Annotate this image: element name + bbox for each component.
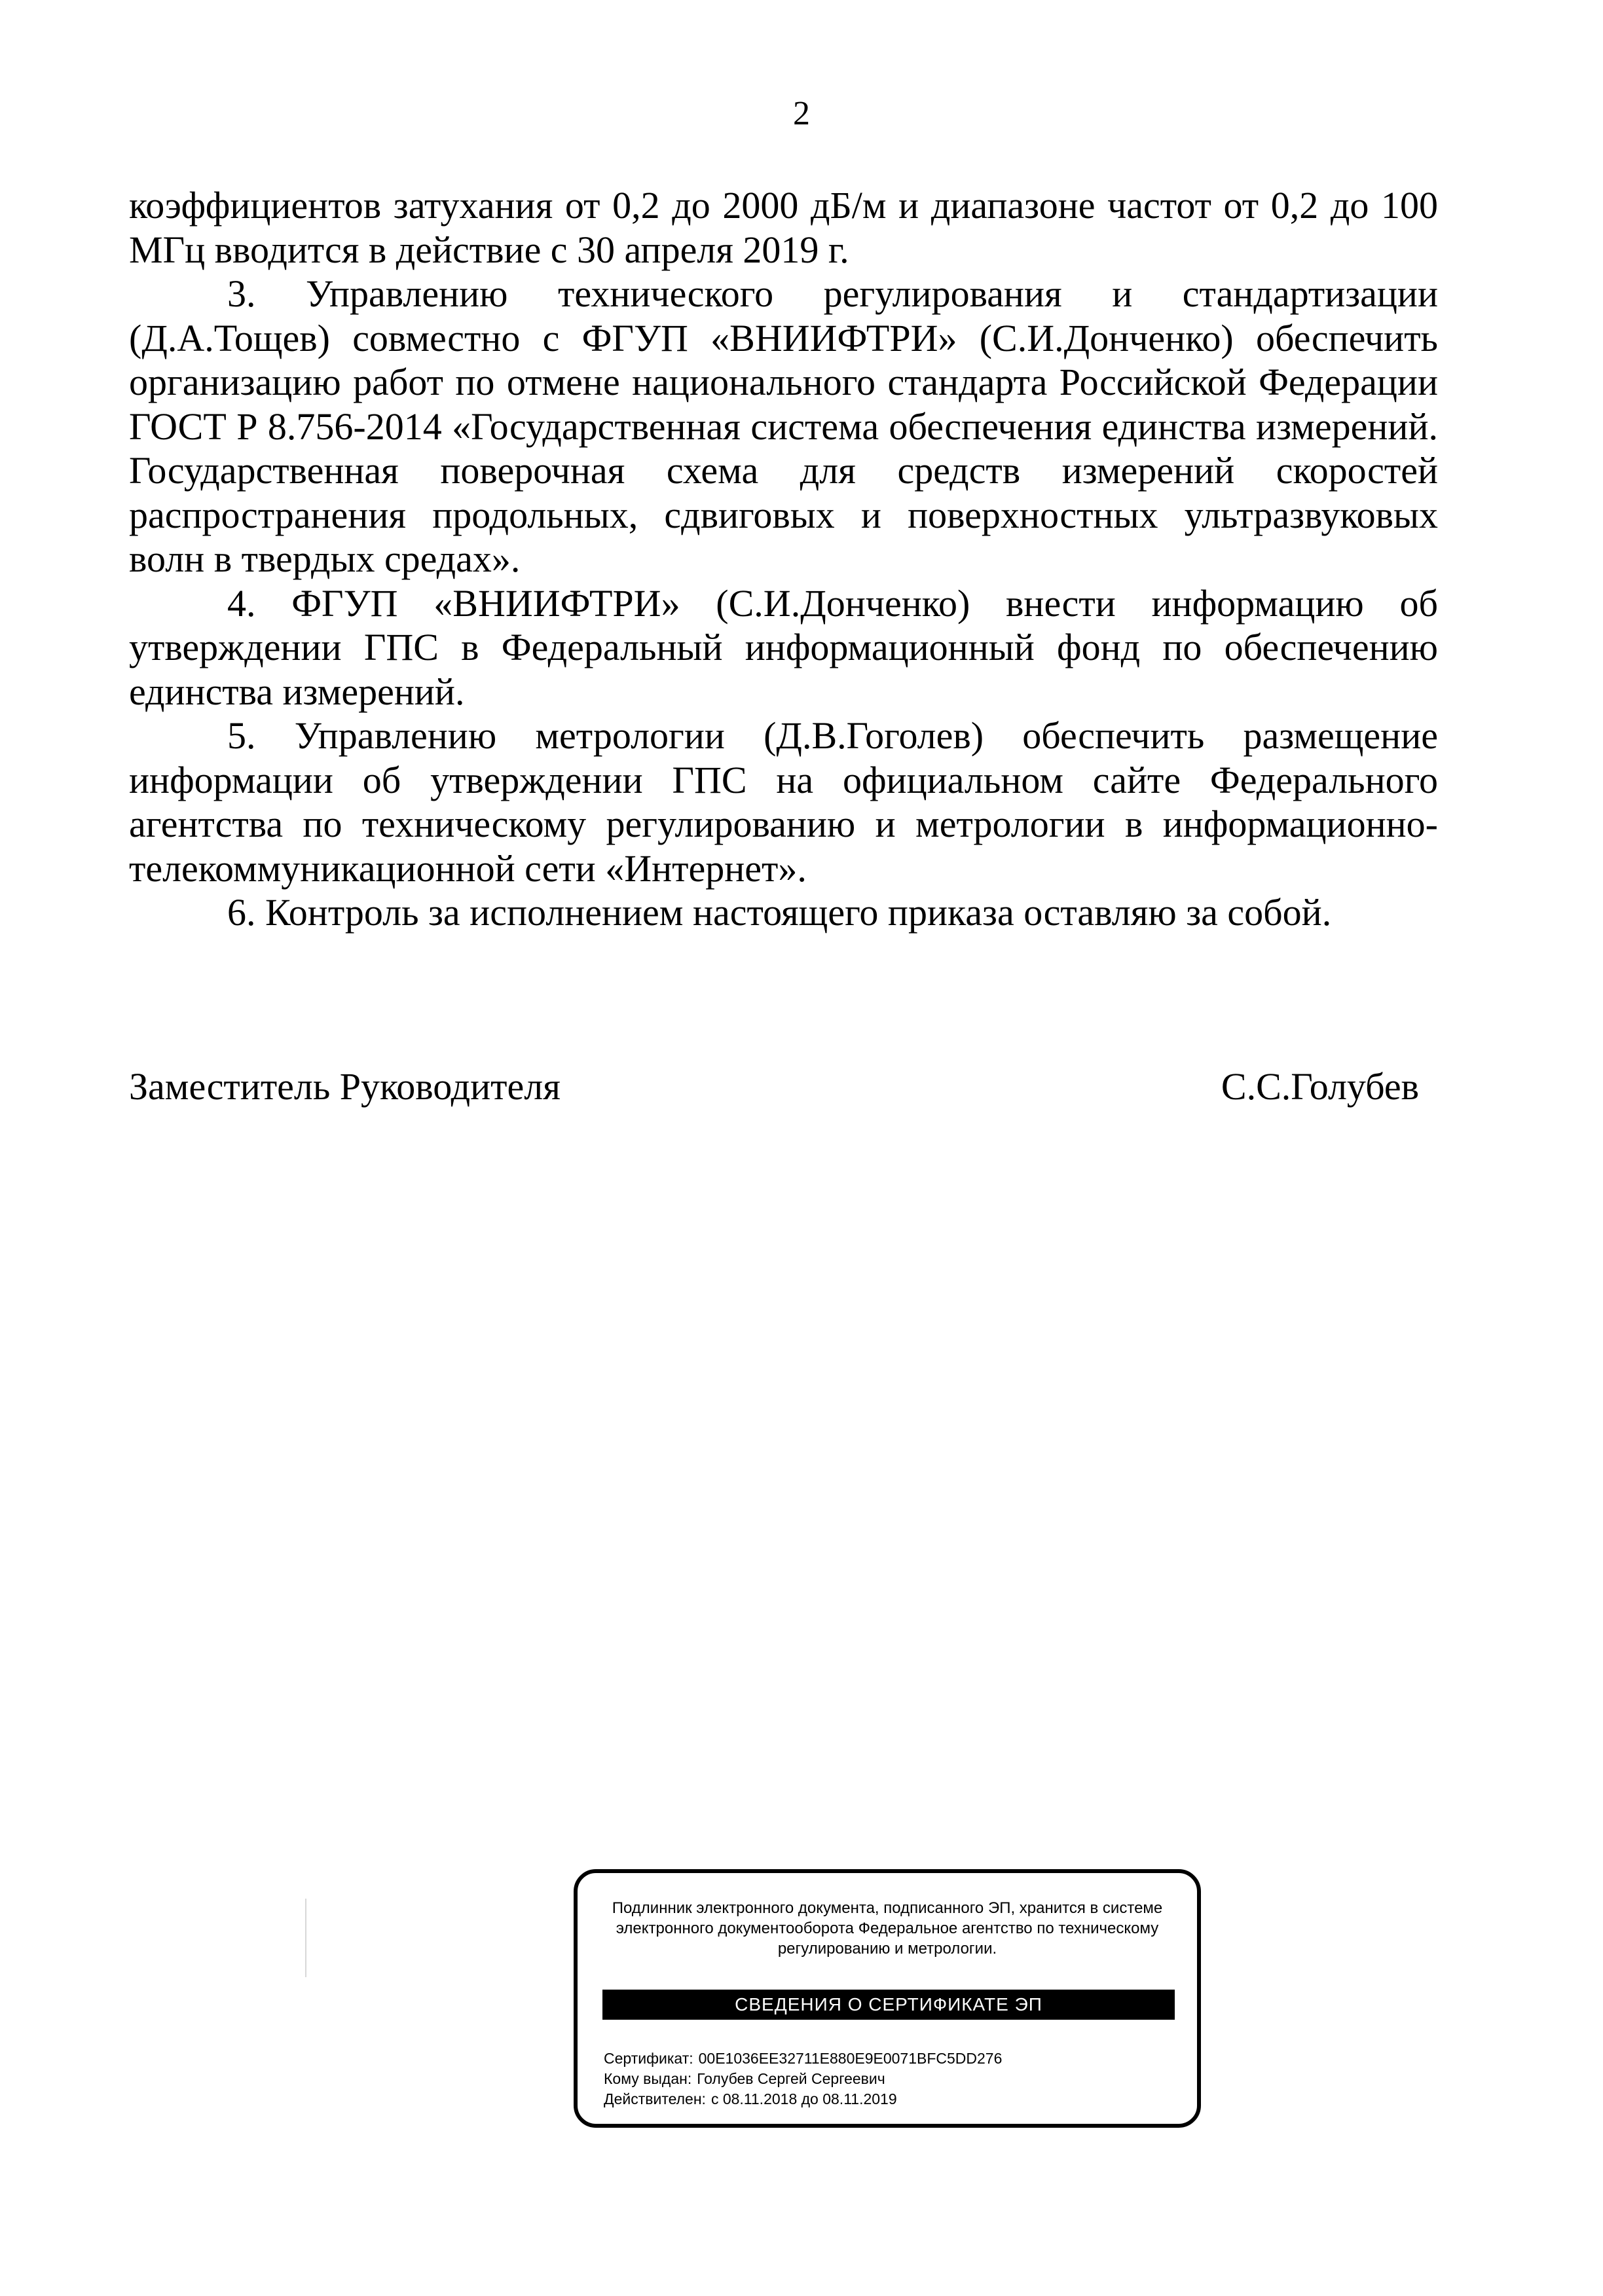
stamp-certificate-header: СВЕДЕНИЯ О СЕРТИФИКАТЕ ЭП bbox=[602, 1990, 1175, 2020]
page-number: 2 bbox=[793, 95, 810, 132]
valid-value: с 08.11.2018 до 08.11.2019 bbox=[710, 2090, 897, 2107]
paragraph-item-3: 3. Управлению технического регулирования и стандартизации (Д.А.Тощев) совместно с ФГУП «ВНИИФТРИ» (С.И.Донченко) обеспечить организацию работ по отмене национального стандарта Российской Федерации ГОСТ Р 8.756-2014 «Государственная система обеспечения единства измерений. Государственная поверочная схема для средств измерений скоростей распространения продольных, сдвиговых и поверхностных ультразвуковых волн в твердых средах». bbox=[129, 272, 1438, 580]
signature-block bbox=[129, 1061, 1419, 1113]
document-body bbox=[129, 183, 1438, 935]
paragraph-item-5: 5. Управлению метрологии (Д.В.Гоголев) обеспечить размещение информации об утверждении ГПС на официальном сайте Федерального агентства по техническому регулированию и метрологии в информационно-телекоммуникационной сети «Интернет». bbox=[129, 714, 1438, 890]
issued-to-label: Кому выдан: bbox=[604, 2070, 692, 2087]
signer-name: С.С.Голубев bbox=[1221, 1065, 1419, 1108]
scan-margin-mark bbox=[305, 1899, 306, 1977]
signer-position: Заместитель Руководителя bbox=[129, 1065, 561, 1108]
paragraph-item-4: 4. ФГУП «ВНИИФТРИ» (С.И.Донченко) внести информацию об утверждении ГПС в Федеральный информационный фонд по обеспечению единства измерений. bbox=[129, 581, 1438, 713]
stamp-certificate-row bbox=[604, 2049, 1167, 2069]
issued-to-value: Голубев Сергей Сергеевич bbox=[697, 2070, 885, 2087]
certificate-value: 00E1036EE32711E880E9E0071BFC5DD276 bbox=[698, 2050, 1003, 2067]
paragraph-continuation: коэффициентов затухания от 0,2 до 2000 дБ/м и диапазоне частот от 0,2 до 100 МГц вводится в действие с 30 апреля 2019 г. bbox=[129, 184, 1438, 271]
paragraph-item-6: 6. Контроль за исполнением настоящего приказа оставляю за собой. bbox=[227, 891, 1332, 934]
stamp-issued-to-row bbox=[604, 2069, 1167, 2089]
stamp-notice: Подлинник электронного документа, подписанного ЭП, хранится в системе электронного документооборота Федеральное агентство по техническому регулированию и метрологии. bbox=[612, 1899, 1163, 1958]
electronic-signature-stamp bbox=[574, 1869, 1201, 2128]
valid-label: Действителен: bbox=[604, 2090, 706, 2107]
stamp-valid-row bbox=[604, 2089, 1167, 2109]
stamp-details bbox=[604, 2049, 1167, 2109]
certificate-label: Сертификат: bbox=[604, 2050, 693, 2067]
